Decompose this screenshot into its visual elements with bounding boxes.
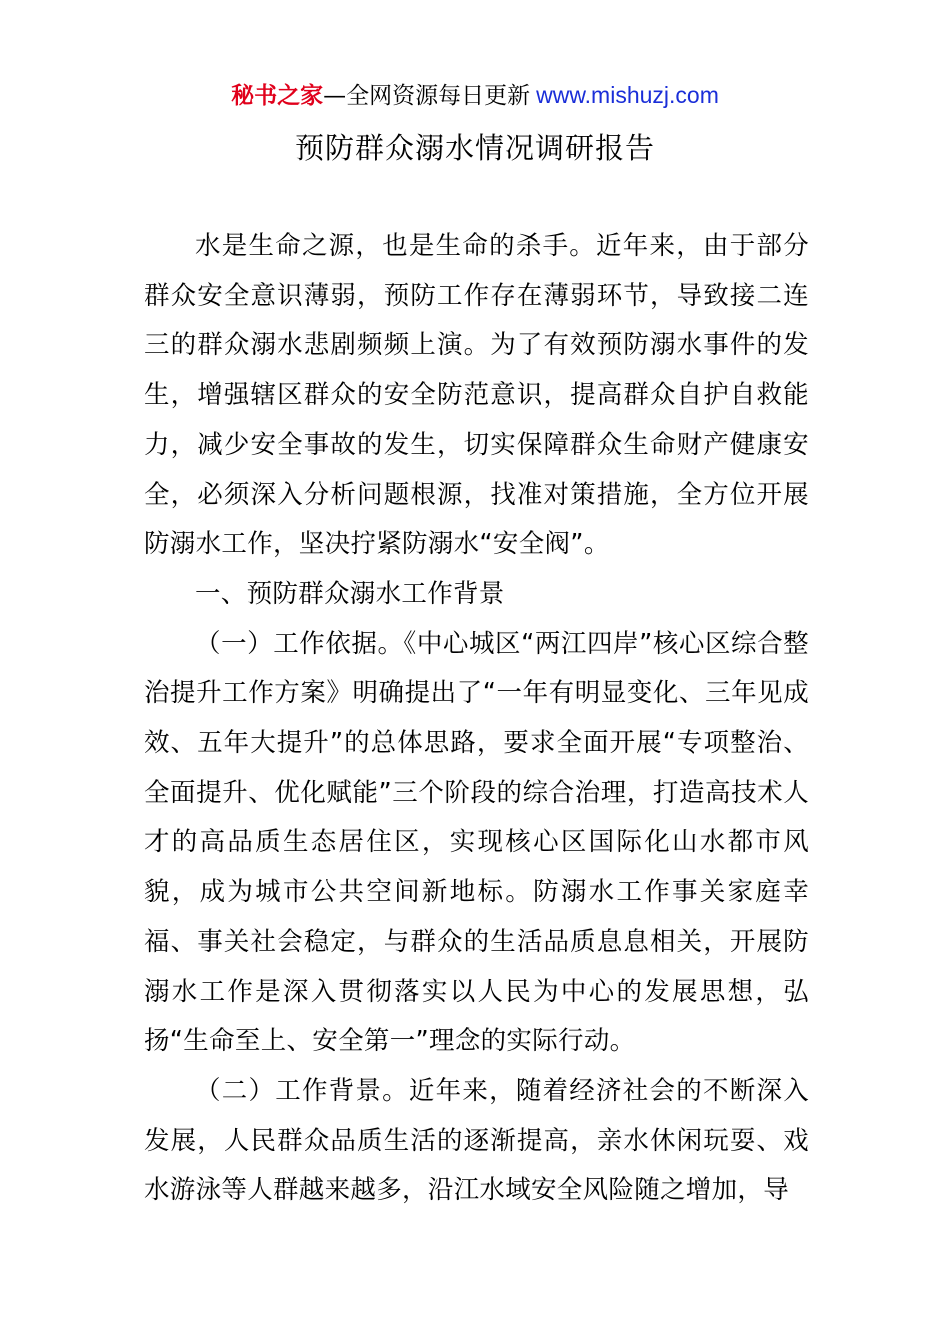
document-title: 预防群众溺水情况调研报告 bbox=[294, 131, 655, 165]
work-background-paragraph: （二）工作背景。近年来，随着经济社会的不断深入发展，人民群众品质生活的逐渐提高，亲水休闲玩耍、戏水游泳等人群越来越多，沿江水域安全风险随之增加，导 bbox=[144, 1075, 809, 1206]
work-basis-paragraph: （一）工作依据。《中心城区“两江四岸”核心区综合整治提升工作方案》明确提出了“一年有明显变化、三年见成效、五年大提升”的总体思路，要求全面开展“专项整治、全面提升、优化赋能”三个阶段的综合治理，打造高技术人才的高品质生态居住区，实现核心区国际化山水都市风貌，成为城市公共空间新地标。防溺水工作事关家庭幸福、事关社会稳定，与群众的生活品质息息相关，开展防溺水工作是深入贯彻落实以人民为中心的发展思想，弘扬“生命至上、安全第一”理念的实际行动。 bbox=[144, 628, 809, 1057]
document-body bbox=[144, 222, 809, 1216]
section-heading: 一、预防群众溺水工作背景 bbox=[195, 578, 505, 609]
header-tagline: —全网资源每日更新 bbox=[323, 83, 531, 109]
site-header bbox=[0, 78, 950, 113]
brand-name: 秘书之家 bbox=[231, 83, 324, 109]
site-url-link[interactable]: www.mishuzj.com bbox=[536, 82, 719, 108]
intro-paragraph: 水是生命之源，也是生命的杀手。近年来，由于部分群众安全意识薄弱，预防工作存在薄弱环节，导致接二连三的群众溺水悲剧频频上演。为了有效预防溺水事件的发生，增强辖区群众的安全防范意识，提高群众自护自救能力，减少安全事故的发生，切实保障群众生命财产健康安全，必须深入分析问题根源，找准对策措施，全方位开展防溺水工作，坚决拧紧防溺水“安全阀”。 bbox=[144, 231, 809, 560]
